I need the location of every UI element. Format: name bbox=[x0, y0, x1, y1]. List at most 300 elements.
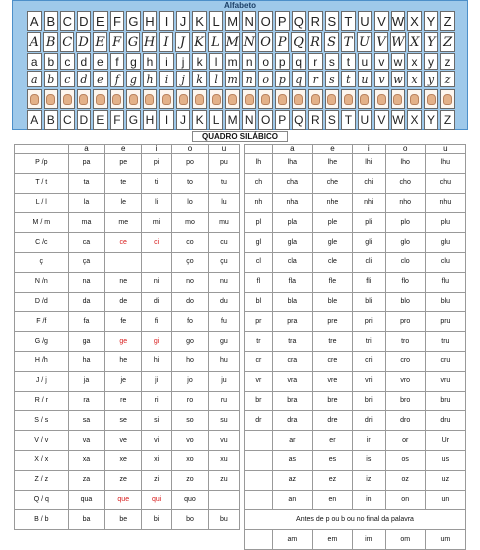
syllable-cell: glo bbox=[385, 233, 425, 253]
syllable-cell: de bbox=[105, 292, 142, 312]
syllable-cell: su bbox=[208, 411, 239, 431]
table-row bbox=[245, 450, 466, 470]
alphabet-title: Alfabeto bbox=[224, 1, 256, 10]
letter-cell: E bbox=[93, 110, 108, 130]
syllable-cell: nhe bbox=[312, 193, 352, 213]
hand-sign-icon bbox=[30, 94, 39, 105]
syllable-cell: iz bbox=[352, 470, 385, 490]
letter-cell: m bbox=[225, 53, 240, 70]
note-row bbox=[245, 510, 466, 530]
row-label: C /c bbox=[15, 233, 69, 253]
syllable-cell: xe bbox=[105, 450, 142, 470]
syllable-cell: glu bbox=[425, 233, 465, 253]
header-corner bbox=[245, 145, 273, 154]
syllable-cell: ba bbox=[68, 510, 105, 530]
syllable-cell: be bbox=[105, 510, 142, 530]
syllable-cell: ar bbox=[272, 431, 312, 451]
table-row bbox=[15, 154, 240, 174]
syllable-cell: gle bbox=[312, 233, 352, 253]
syllable-cell: do bbox=[172, 292, 209, 312]
syllable-cell: dri bbox=[352, 411, 385, 431]
table-row bbox=[15, 272, 240, 292]
cursive-letter-cell: C bbox=[60, 32, 74, 52]
syllable-cell: tru bbox=[425, 332, 465, 352]
syllable-cell: re bbox=[105, 391, 142, 411]
syllable-cell: to bbox=[172, 173, 209, 193]
syllable-cell: blo bbox=[385, 292, 425, 312]
syllable-cell: nhi bbox=[352, 193, 385, 213]
letter-cell: H bbox=[143, 11, 158, 31]
syllable-cell: di bbox=[142, 292, 172, 312]
letter-cell: D bbox=[77, 11, 92, 31]
table-row bbox=[245, 530, 466, 550]
syllable-cell: us bbox=[425, 450, 465, 470]
syllable-cell: so bbox=[172, 411, 209, 431]
table-row bbox=[245, 371, 466, 391]
syllable-cell: no bbox=[172, 272, 209, 292]
row-label: N /n bbox=[15, 272, 69, 292]
syllable-cell: dra bbox=[272, 411, 312, 431]
cursive-letter-cell: h bbox=[143, 71, 158, 87]
syllable-cell: qui bbox=[142, 490, 172, 510]
letter-cell: I bbox=[159, 11, 174, 31]
syllable-cell: fle bbox=[312, 272, 352, 292]
letter-cell: n bbox=[242, 53, 257, 70]
syllable-cell: lhi bbox=[352, 154, 385, 174]
letter-cell: O bbox=[258, 110, 273, 130]
syllable-cell: va bbox=[68, 431, 105, 451]
syllable-cell: he bbox=[105, 351, 142, 371]
letter-cell: l bbox=[209, 53, 224, 70]
syllable-cell: uz bbox=[425, 470, 465, 490]
cursive-letter-cell: g bbox=[126, 71, 141, 87]
hand-sign-icon bbox=[63, 94, 72, 105]
syllable-cell: ru bbox=[208, 391, 239, 411]
letter-cell: h bbox=[143, 53, 158, 70]
cursive-letter-cell: b bbox=[44, 71, 59, 87]
hand-sign-icon bbox=[294, 94, 303, 105]
letter-cell: E bbox=[93, 11, 108, 31]
syllable-cell: cho bbox=[385, 173, 425, 193]
syllable-cell: un bbox=[425, 490, 465, 510]
letter-cell: S bbox=[325, 11, 340, 31]
alphabet-row-upper-cursive bbox=[27, 32, 455, 52]
syllable-cell: tri bbox=[352, 332, 385, 352]
syllable-cell: ti bbox=[142, 173, 172, 193]
row-label: vr bbox=[245, 371, 273, 391]
letter-cell: W bbox=[391, 11, 406, 31]
sign-cell bbox=[192, 89, 207, 109]
cursive-letter-cell: P bbox=[275, 32, 289, 52]
table-row bbox=[15, 510, 240, 530]
table-row bbox=[245, 411, 466, 431]
letter-cell: K bbox=[192, 11, 207, 31]
syllable-cell: flu bbox=[425, 272, 465, 292]
cursive-letter-cell: H bbox=[142, 32, 156, 52]
letter-cell: Q bbox=[292, 110, 307, 130]
syllable-cell: na bbox=[68, 272, 105, 292]
syllable-cell: lha bbox=[272, 154, 312, 174]
sign-cell bbox=[275, 89, 290, 109]
syllable-cell: ho bbox=[172, 351, 209, 371]
syllable-cell: pre bbox=[312, 312, 352, 332]
letter-cell: j bbox=[176, 53, 191, 70]
syllable-cell: cru bbox=[425, 351, 465, 371]
letter-cell: u bbox=[358, 53, 373, 70]
syllable-cell: vru bbox=[425, 371, 465, 391]
hand-sign-icon bbox=[228, 94, 237, 105]
sign-cell bbox=[110, 89, 125, 109]
syllable-cell: ve bbox=[105, 431, 142, 451]
letter-cell: z bbox=[440, 53, 455, 70]
hand-sign-icon bbox=[245, 94, 254, 105]
syllable-cell: bli bbox=[352, 292, 385, 312]
letter-cell: X bbox=[407, 11, 422, 31]
syllable-cell: dru bbox=[425, 411, 465, 431]
sign-cell bbox=[209, 89, 224, 109]
letter-cell: Z bbox=[440, 110, 455, 130]
row-label: J / j bbox=[15, 371, 69, 391]
row-label: H /h bbox=[15, 351, 69, 371]
letter-cell: T bbox=[341, 11, 356, 31]
syllable-cell: vro bbox=[385, 371, 425, 391]
syllable-cell: li bbox=[142, 193, 172, 213]
sign-cell bbox=[440, 89, 455, 109]
syllable-cell: lho bbox=[385, 154, 425, 174]
letter-cell: W bbox=[391, 110, 406, 130]
letter-cell: w bbox=[391, 53, 406, 70]
syllable-cell: le bbox=[105, 193, 142, 213]
cursive-letter-cell: i bbox=[159, 71, 174, 87]
row-label: nh bbox=[245, 193, 273, 213]
letter-cell: V bbox=[374, 110, 389, 130]
cursive-letter-cell: G bbox=[126, 32, 140, 52]
syllable-cell: hu bbox=[208, 351, 239, 371]
table-row bbox=[245, 470, 466, 490]
syllable-cell: lhe bbox=[312, 154, 352, 174]
syllable-cell bbox=[142, 252, 172, 272]
syllable-cell: ri bbox=[142, 391, 172, 411]
syllable-cell: en bbox=[312, 490, 352, 510]
syllable-cell: bra bbox=[272, 391, 312, 411]
syllable-cell: plo bbox=[385, 213, 425, 233]
cursive-letter-cell: z bbox=[440, 71, 455, 87]
syllable-cell: je bbox=[105, 371, 142, 391]
sign-cell bbox=[60, 89, 75, 109]
row-label: cr bbox=[245, 351, 273, 371]
letter-cell: L bbox=[209, 11, 224, 31]
syllable-cell: bi bbox=[142, 510, 172, 530]
sign-cell bbox=[77, 89, 92, 109]
syllable-cell: cle bbox=[312, 252, 352, 272]
table-row bbox=[15, 391, 240, 411]
hand-sign-icon bbox=[96, 94, 105, 105]
letter-cell: X bbox=[407, 110, 422, 130]
vowel-header: u bbox=[208, 145, 239, 154]
table-row bbox=[15, 490, 240, 510]
row-label: T / t bbox=[15, 173, 69, 193]
syllable-cell: bru bbox=[425, 391, 465, 411]
cursive-letter-cell: L bbox=[208, 32, 222, 52]
syllable-cell: nha bbox=[272, 193, 312, 213]
letter-cell: g bbox=[126, 53, 141, 70]
syllable-cell: cra bbox=[272, 351, 312, 371]
hand-sign-icon bbox=[327, 94, 336, 105]
syllable-cell: fli bbox=[352, 272, 385, 292]
syllable-cell: ce bbox=[105, 233, 142, 253]
syllable-cell: fu bbox=[208, 312, 239, 332]
syllable-cell: za bbox=[68, 470, 105, 490]
sign-cell bbox=[258, 89, 273, 109]
syllable-cell: ze bbox=[105, 470, 142, 490]
syllable-cell: mi bbox=[142, 213, 172, 233]
row-label: cl bbox=[245, 252, 273, 272]
sign-cell bbox=[424, 89, 439, 109]
syllable-cell: os bbox=[385, 450, 425, 470]
hand-sign-icon bbox=[427, 94, 436, 105]
syllable-cell: mo bbox=[172, 213, 209, 233]
letter-cell: H bbox=[143, 110, 158, 130]
sign-cell bbox=[143, 89, 158, 109]
syllable-cell: an bbox=[272, 490, 312, 510]
alphabet-row-upper-print bbox=[27, 11, 455, 31]
letter-cell: Q bbox=[292, 11, 307, 31]
vowel-header: a bbox=[272, 145, 312, 154]
syllable-cell: in bbox=[352, 490, 385, 510]
cursive-letter-cell: y bbox=[424, 71, 439, 87]
syllable-cell: ju bbox=[208, 371, 239, 391]
syllable-cell: bla bbox=[272, 292, 312, 312]
syllable-cell: la bbox=[68, 193, 105, 213]
cursive-letter-cell: o bbox=[258, 71, 273, 87]
cursive-letter-cell: J bbox=[175, 32, 189, 52]
row-label: pl bbox=[245, 213, 273, 233]
letter-cell: k bbox=[192, 53, 207, 70]
letter-cell: o bbox=[258, 53, 273, 70]
syllable-cell: gu bbox=[208, 332, 239, 352]
syllable-cell bbox=[105, 252, 142, 272]
syllable-cell: cre bbox=[312, 351, 352, 371]
syllable-cell: tu bbox=[208, 173, 239, 193]
hand-sign-icon bbox=[112, 94, 121, 105]
syllable-cell: gi bbox=[142, 332, 172, 352]
letter-cell: M bbox=[225, 11, 240, 31]
hand-sign-icon bbox=[162, 94, 171, 105]
hand-sign-icon bbox=[179, 94, 188, 105]
syllable-cell: fi bbox=[142, 312, 172, 332]
table-row bbox=[15, 233, 240, 253]
header-row bbox=[15, 145, 240, 154]
cursive-letter-cell: a bbox=[27, 71, 42, 87]
alphabet-row-upper-bottom bbox=[27, 110, 455, 130]
sign-cell bbox=[44, 89, 59, 109]
letter-cell: K bbox=[192, 110, 207, 130]
table-row bbox=[15, 252, 240, 272]
syllable-cell: pru bbox=[425, 312, 465, 332]
row-label: Q / q bbox=[15, 490, 69, 510]
syllable-cell: gla bbox=[272, 233, 312, 253]
syllable-cell: nhu bbox=[425, 193, 465, 213]
syllable-cell: co bbox=[172, 233, 209, 253]
letter-cell: d bbox=[77, 53, 92, 70]
row-label bbox=[245, 431, 273, 451]
syllable-cell: da bbox=[68, 292, 105, 312]
syllable-cell: ple bbox=[312, 213, 352, 233]
table-row bbox=[15, 332, 240, 352]
syllable-cell: oz bbox=[385, 470, 425, 490]
sign-cell bbox=[176, 89, 191, 109]
quadro-title: QUADRO SILÁBICO bbox=[192, 131, 288, 142]
cursive-letter-cell: n bbox=[242, 71, 257, 87]
syllable-cell: as bbox=[272, 450, 312, 470]
letter-cell: c bbox=[60, 53, 75, 70]
syllable-cell: bri bbox=[352, 391, 385, 411]
row-label: br bbox=[245, 391, 273, 411]
syllable-cell: om bbox=[385, 530, 425, 550]
letter-cell: C bbox=[60, 110, 75, 130]
letter-cell: r bbox=[308, 53, 323, 70]
letter-cell: f bbox=[110, 53, 125, 70]
letter-cell: V bbox=[374, 11, 389, 31]
row-label: bl bbox=[245, 292, 273, 312]
hand-sign-icon bbox=[278, 94, 287, 105]
syllable-cell: bre bbox=[312, 391, 352, 411]
cursive-letter-cell: Q bbox=[291, 32, 305, 52]
syllable-cell: xi bbox=[142, 450, 172, 470]
sign-cell bbox=[225, 89, 240, 109]
letter-cell: i bbox=[159, 53, 174, 70]
cursive-letter-cell: f bbox=[110, 71, 125, 87]
syllable-cell: em bbox=[312, 530, 352, 550]
table-row bbox=[15, 292, 240, 312]
hand-sign-icon bbox=[360, 94, 369, 105]
cursive-letter-cell: p bbox=[275, 71, 290, 87]
letter-cell: D bbox=[77, 110, 92, 130]
syllable-cell: nho bbox=[385, 193, 425, 213]
table-row bbox=[15, 173, 240, 193]
table-row bbox=[245, 252, 466, 272]
hand-sign-icon bbox=[195, 94, 204, 105]
cursive-letter-cell: s bbox=[325, 71, 340, 87]
hand-sign-icon bbox=[377, 94, 386, 105]
syllable-cell: ge bbox=[105, 332, 142, 352]
letter-cell: G bbox=[126, 11, 141, 31]
table-row bbox=[245, 312, 466, 332]
row-label: R / r bbox=[15, 391, 69, 411]
syllable-cell: vu bbox=[208, 431, 239, 451]
alphabet-row-lower-cursive bbox=[27, 71, 455, 87]
row-label bbox=[245, 470, 273, 490]
vowel-header: e bbox=[312, 145, 352, 154]
table-row bbox=[245, 173, 466, 193]
syllable-cell: pu bbox=[208, 154, 239, 174]
syllable-cell: qua bbox=[68, 490, 105, 510]
cursive-letter-cell: w bbox=[391, 71, 406, 87]
syllable-cell: tra bbox=[272, 332, 312, 352]
row-label: Z / z bbox=[15, 470, 69, 490]
row-label: ch bbox=[245, 173, 273, 193]
syllable-cell: ha bbox=[68, 351, 105, 371]
syllable-cell: zi bbox=[142, 470, 172, 490]
cursive-letter-cell: I bbox=[159, 32, 173, 52]
rule-note: Antes de p ou b ou no final da palavra bbox=[245, 510, 466, 530]
cursive-letter-cell: S bbox=[324, 32, 338, 52]
syllable-cell: tro bbox=[385, 332, 425, 352]
syllable-cell: or bbox=[385, 431, 425, 451]
syllable-table-right bbox=[244, 144, 466, 550]
cursive-letter-cell: m bbox=[225, 71, 240, 87]
row-label: M / m bbox=[15, 213, 69, 233]
syllable-cell: is bbox=[352, 450, 385, 470]
syllable-cell: pra bbox=[272, 312, 312, 332]
syllable-cell: blu bbox=[425, 292, 465, 312]
syllable-cell: vi bbox=[142, 431, 172, 451]
sign-cell bbox=[93, 89, 108, 109]
letter-cell: P bbox=[275, 11, 290, 31]
sign-cell bbox=[407, 89, 422, 109]
table-row bbox=[245, 292, 466, 312]
syllable-cell: gli bbox=[352, 233, 385, 253]
syllable-cell: clu bbox=[425, 252, 465, 272]
row-label: pr bbox=[245, 312, 273, 332]
letter-cell: S bbox=[325, 110, 340, 130]
cursive-letter-cell: U bbox=[357, 32, 371, 52]
cursive-letter-cell: X bbox=[408, 32, 422, 52]
syllable-cell: ta bbox=[68, 173, 105, 193]
letter-cell: N bbox=[242, 110, 257, 130]
alphabet-row-lower-print bbox=[27, 53, 455, 70]
table-row bbox=[15, 431, 240, 451]
syllable-cell: fa bbox=[68, 312, 105, 332]
row-label: dr bbox=[245, 411, 273, 431]
cursive-letter-cell: F bbox=[109, 32, 123, 52]
row-label: lh bbox=[245, 154, 273, 174]
table-row bbox=[15, 470, 240, 490]
syllable-cell: cro bbox=[385, 351, 425, 371]
vowel-header: o bbox=[172, 145, 209, 154]
syllable-cell: sa bbox=[68, 411, 105, 431]
table-row bbox=[15, 351, 240, 371]
syllable-cell: pe bbox=[105, 154, 142, 174]
syllable-cell: ca bbox=[68, 233, 105, 253]
hand-sign-icon bbox=[79, 94, 88, 105]
cursive-letter-cell: K bbox=[192, 32, 206, 52]
row-label: S / s bbox=[15, 411, 69, 431]
letter-cell: G bbox=[126, 110, 141, 130]
row-label bbox=[245, 450, 273, 470]
cursive-letter-cell: t bbox=[341, 71, 356, 87]
syllable-cell: jo bbox=[172, 371, 209, 391]
cursive-letter-cell: R bbox=[308, 32, 322, 52]
cursive-letter-cell: A bbox=[27, 32, 41, 52]
hand-sign-icon bbox=[344, 94, 353, 105]
syllable-cell: fe bbox=[105, 312, 142, 332]
row-label: L / l bbox=[15, 193, 69, 213]
vowel-header: e bbox=[105, 145, 142, 154]
syllable-cell: ble bbox=[312, 292, 352, 312]
row-label: F /f bbox=[15, 312, 69, 332]
cursive-letter-cell: E bbox=[93, 32, 107, 52]
letter-cell: U bbox=[358, 110, 373, 130]
letter-cell: R bbox=[308, 110, 323, 130]
letter-cell: s bbox=[325, 53, 340, 70]
syllable-cell: zo bbox=[172, 470, 209, 490]
letter-cell: A bbox=[27, 11, 42, 31]
cursive-letter-cell: x bbox=[407, 71, 422, 87]
syllable-cell: si bbox=[142, 411, 172, 431]
row-label: D /d bbox=[15, 292, 69, 312]
table-row bbox=[15, 213, 240, 233]
